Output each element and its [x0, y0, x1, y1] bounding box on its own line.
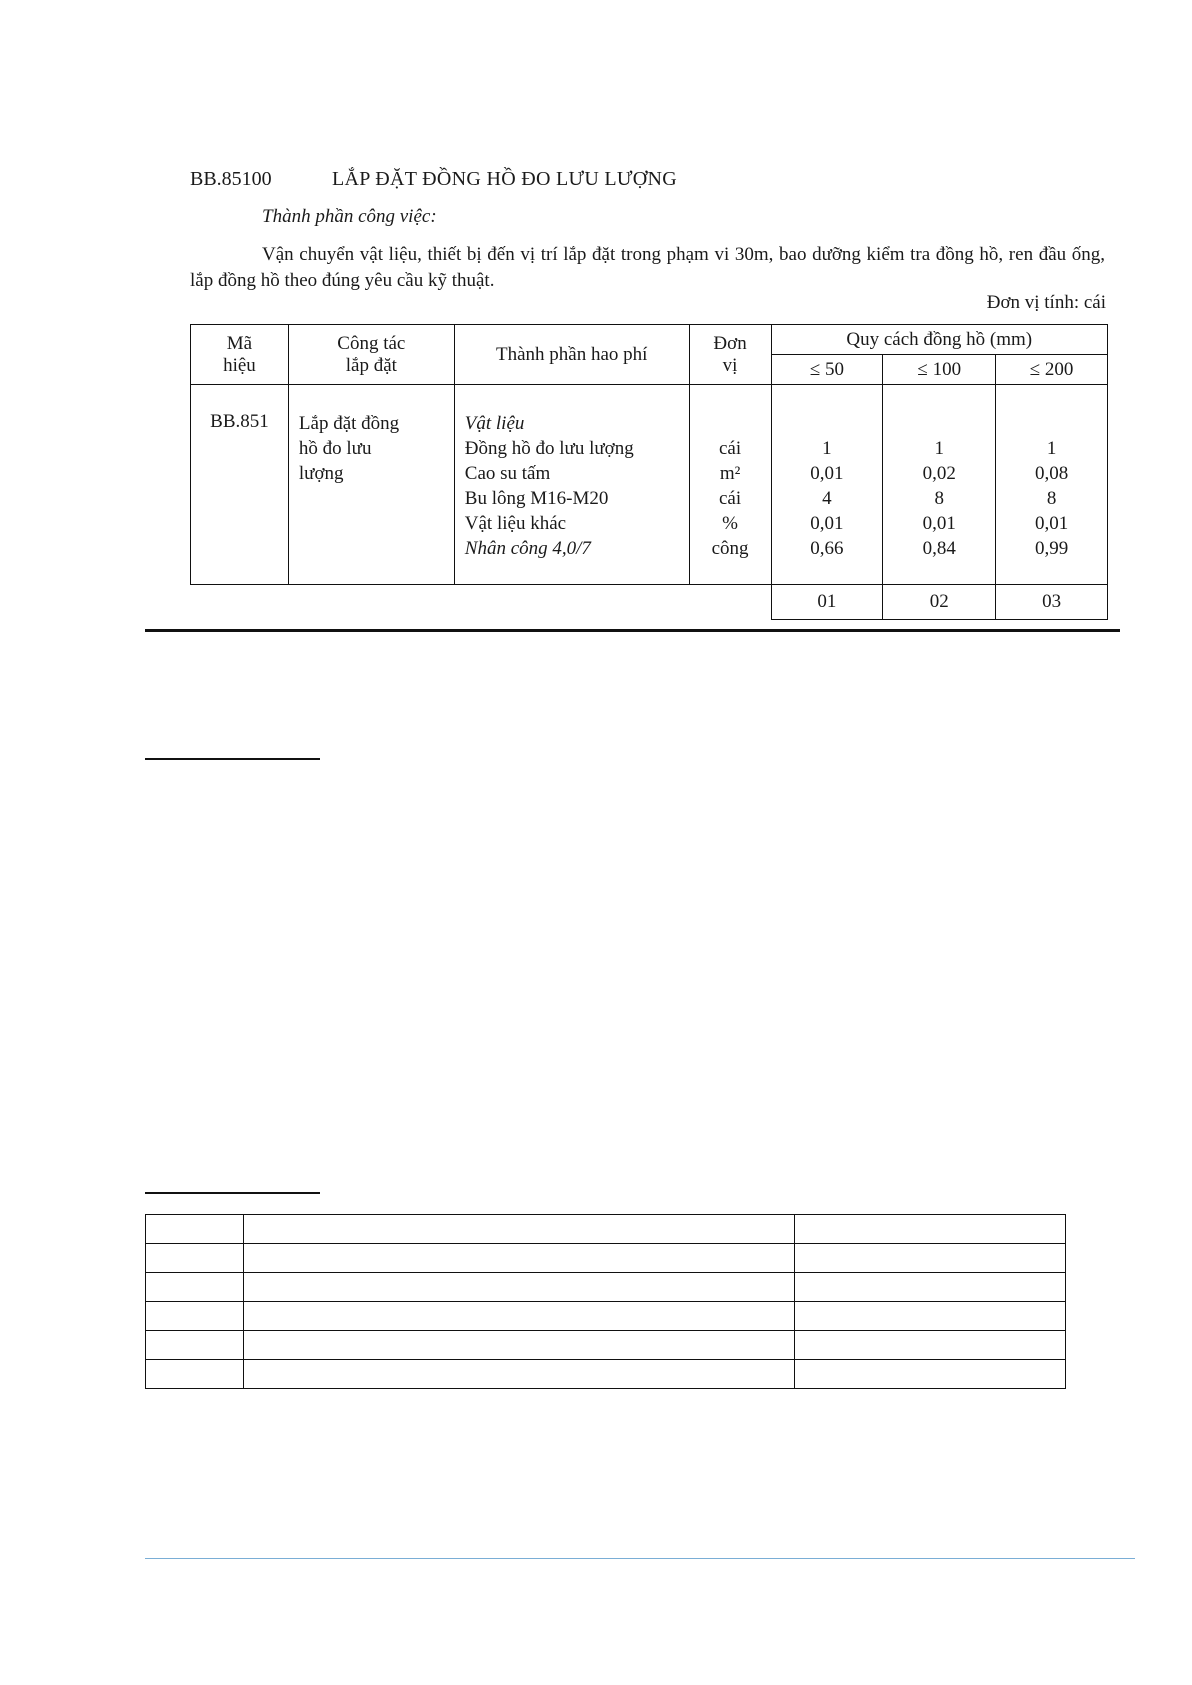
footer-code-03: 03 [996, 585, 1108, 620]
row-values-100: 1 0,02 8 0,01 0,84 [883, 385, 996, 585]
blank-underline-2 [145, 1192, 320, 1194]
section-divider [145, 629, 1120, 632]
row-work: Lắp đặt đồng hồ đo lưu lượng [288, 385, 454, 585]
row-code: BB.851 [191, 385, 289, 585]
row-components: Vật liệu Đồng hồ đo lưu lượng Cao su tấm Bu lông M16-M20 Vật liệu khác Nhân công 4,0/7 [454, 385, 689, 585]
row-values-50: 1 0,01 4 0,01 0,66 [771, 385, 883, 585]
norm-title: LẮP ĐẶT ĐỒNG HỒ ĐO LƯU LƯỢNG [332, 168, 677, 190]
row-units: cái m² cái % công [689, 385, 771, 585]
header-code: Mã hiệu [191, 325, 289, 385]
header-spec-200: ≤ 200 [996, 355, 1108, 385]
norm-code: BB.85100 [190, 168, 272, 190]
row-values-200: 1 0,08 8 0,01 0,99 [996, 385, 1108, 585]
unit-note: Đơn vị tính: cái [986, 292, 1106, 313]
work-components-heading: Thành phần công việc: [262, 206, 437, 227]
footer-code-01: 01 [771, 585, 883, 620]
work-description: Vận chuyển vật liệu, thiết bị đến vị trí lắp đặt trong phạm vi 30m, bao dưỡng kiểm tra đồng hồ, ren đầu ống, lắp đồng hồ theo đúng yêu cầu kỹ thuật. [190, 244, 1105, 291]
header-spec-50: ≤ 50 [771, 355, 883, 385]
header-component: Thành phần hao phí [454, 325, 689, 385]
blank-underline-1 [145, 758, 320, 760]
footer-rule [145, 1558, 1135, 1559]
footer-code-02: 02 [883, 585, 996, 620]
empty-table [145, 1214, 1066, 1389]
header-work: Công tác lắp đặt [288, 325, 454, 385]
header-spec: Quy cách đồng hồ (mm) [771, 325, 1107, 355]
norms-table [190, 324, 1108, 620]
header-spec-100: ≤ 100 [883, 355, 996, 385]
header-unit: Đơn vị [689, 325, 771, 385]
